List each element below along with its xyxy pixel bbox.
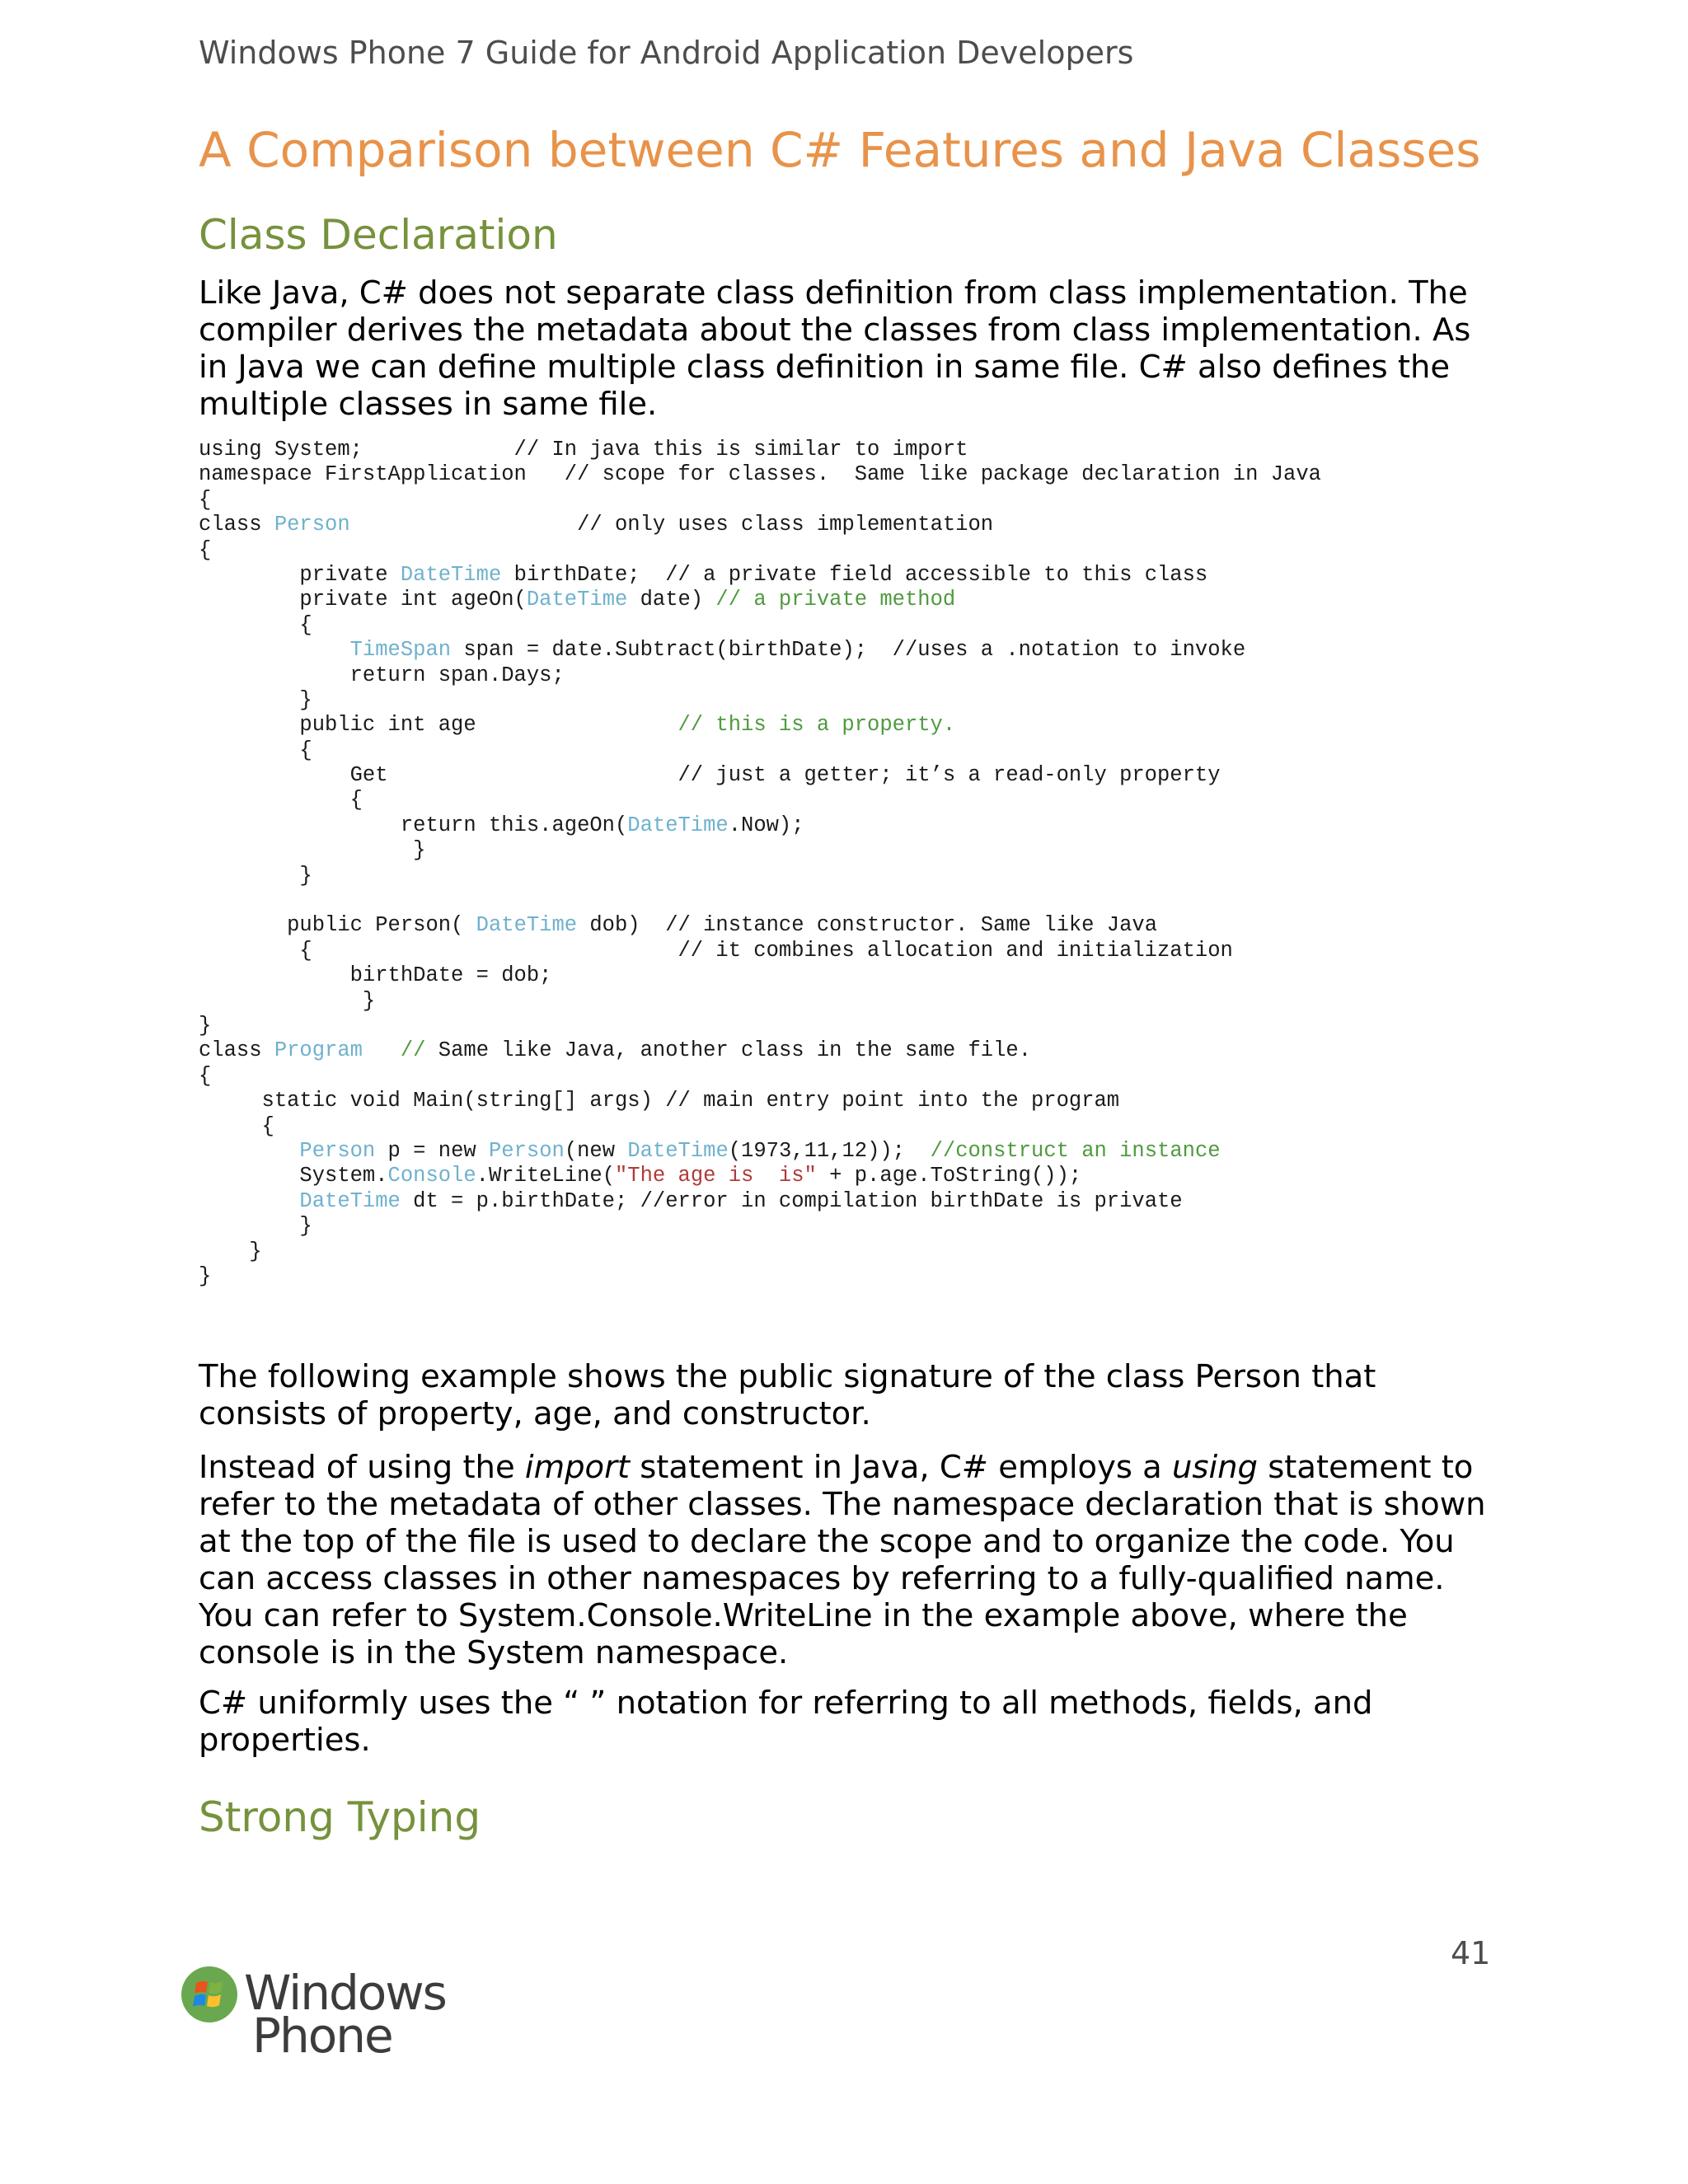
code-line: } (199, 838, 426, 863)
code-line: { (199, 738, 312, 762)
subsection-class-declaration: Class Declaration (199, 211, 558, 259)
code-line: } (199, 1013, 212, 1038)
code-line: public int age // this is a property. (199, 713, 956, 738)
windows-phone-logo (180, 1965, 446, 2064)
page-number: 41 (1451, 1935, 1491, 1971)
using-text: Instead of using the import statement in Java, C# employs a using statement to refer to the metadata of other classes. The namespace declaration that is shown at the top of the file is used to declare the scope and to organize the code. You can access classes in other namespaces by referring to a fully-qualified name. You can refer to System.Console.WriteLine in the example above, where the console is in the System namespace. (199, 1449, 1486, 1671)
code-line: { (199, 612, 312, 637)
code-line: Get // just a getter; it’s a read-only property (199, 763, 1221, 788)
code-line: DateTime dt = p.birthDate; //error in compilation birthDate is private (299, 1188, 1183, 1213)
logo-text-windows: Windows (244, 1965, 446, 2021)
code-line: class Program // Same like Java, another class in the same file. (199, 1038, 1032, 1063)
code-line: using System; // In java this is similar to import (199, 438, 968, 462)
code-line: } (199, 1214, 312, 1239)
windows-flag-icon (180, 1965, 239, 2024)
code-line: { (199, 487, 212, 512)
signature-paragraph (199, 1358, 1501, 1432)
code-line: } (199, 687, 312, 712)
code-line: birthDate = dob; (199, 963, 552, 988)
code-line: return span.Days; (199, 663, 565, 687)
code-line: } (199, 863, 312, 888)
code-line: { (199, 1113, 274, 1138)
code-line: public Person( DateTime dob) // instance constructor. Same like Java (199, 913, 1157, 938)
import-keyword: import (524, 1449, 630, 1486)
code-line: } (199, 1263, 212, 1288)
subsection-strong-typing: Strong Typing (199, 1793, 481, 1841)
logo-text-phone: Phone (252, 2008, 392, 2064)
running-header: Windows Phone 7 Guide for Android Application Developers (199, 35, 1134, 71)
intro-paragraph (199, 274, 1501, 423)
code-line: { (199, 537, 212, 562)
code-line (199, 888, 1321, 913)
code-line: return this.ageOn(DateTime.Now); (199, 813, 804, 837)
notation-paragraph (199, 1685, 1501, 1759)
code-line: } (199, 1239, 262, 1263)
section-title: A Comparison between C# Features and Java Classes (199, 122, 1481, 178)
code-listing (199, 438, 1321, 1289)
using-keyword: using (1172, 1449, 1258, 1486)
code-line: TimeSpan span = date.Subtract(birthDate); //uses a .notation to invoke (349, 638, 1246, 663)
code-line: private DateTime birthDate; // a private field accessible to this class (199, 562, 1208, 587)
code-line: { // it combines allocation and initialization (199, 938, 1233, 963)
code-line: { (199, 1063, 212, 1088)
code-line: System.Console.WriteLine("The age is is" + p.age.ToString()); (199, 1164, 1082, 1188)
code-line: static void Main(string[] args) // main entry point into the program (199, 1089, 1120, 1113)
notation-text: C# uniformly uses the “ ” notation for referring to all methods, fields, and properties. (199, 1685, 1373, 1759)
using-paragraph (199, 1449, 1501, 1671)
code-line: { (199, 788, 363, 813)
code-line: namespace FirstApplication // scope for classes. Same like package declaration in Java (199, 462, 1321, 487)
code-line: } (199, 988, 376, 1013)
code-line: private int ageOn(DateTime date) // a private method (199, 588, 956, 612)
intro-text: Like Java, C# does not separate class definition from class implementation. The compiler derives the metadata about the classes from class implementation. As in Java we can define multiple class definition in same file. C# also defines the multiple classes in same file. (199, 274, 1471, 423)
code-line: class Person // only uses class implementation (199, 513, 994, 537)
code-line: Person p = new Person(new DateTime(1973,11,12)); //construct an instance (299, 1138, 1221, 1163)
signature-text: The following example shows the public signature of the class Person that consists of property, age, and constructor. (199, 1358, 1376, 1432)
